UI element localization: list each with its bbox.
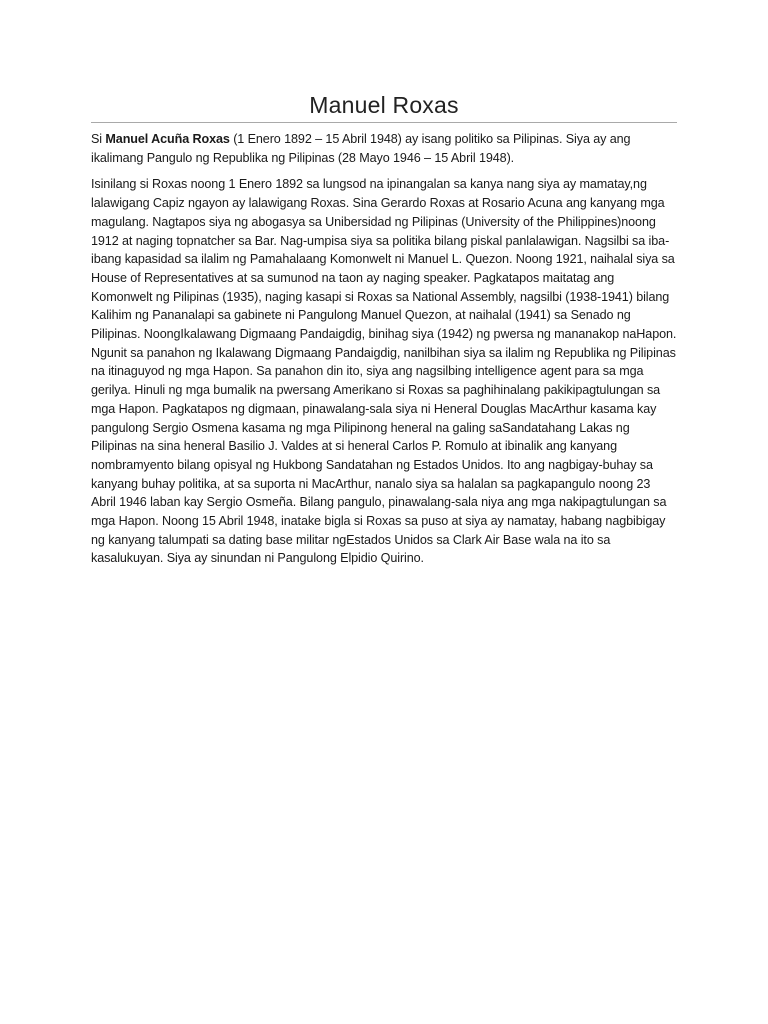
subject-name: Manuel Acuña Roxas — [105, 132, 230, 146]
title-divider — [91, 122, 677, 123]
intro-prefix: Si — [91, 132, 106, 146]
body-paragraph: Isinilang si Roxas noong 1 Enero 1892 sa lungsod na ipinangalan sa kanya nang siya ay mamatay,ng lalawigang Capiz ngayon ay lalawigang Roxas. Sina Gerardo Roxas at Rosario Acuna ang kanyang mga magulang. Nagtapos siya ng abogasya sa Unibersidad ng Pilipinas (University of the Philippines)noong 1912 at naging topnatcher sa Bar. Nag-umpisa siya sa politika bilang piskal panlalawigan. Nagsilbi sa iba-ibang kapasidad sa ilalim ng Pamahalaang Komonwelt ni Manuel L. Quezon. Noong 1921, naihalal siya sa House of Representatives at sa sumunod na taon ay naging speaker. Pagkatapos maitatag ang Komonwelt ng Pilipinas (1935), naging kasapi si Roxas sa National Assembly, nagsilbi (1938-1941) bilang Kalihim ng Pananalapi sa gabinete ni Pangulong Manuel Quezon, at naihalal (1941) sa Senado ng Pilipinas. NoongIkalawang Digmaang Pandaigdig, binihag siya (1942) ng pwersa ng mananakop naHapon. Ngunit sa panahon ng Ikalawang Digmaang Pandaigdig, nanilbihan siya sa ilalim ng Republika ng Pilipinas na itinaguyod ng mga Hapon. Sa panahon din ito, siya ang nagsilbing intelligence agent para sa mga gerilya. Hinuli ng mga bumalik na pwersang Amerikano si Roxas sa paghihinalang pakikipagtulungan sa mga Hapon. Pagkatapos ng digmaan, pinawalang-sala siya ni Heneral Douglas MacArthur kasama kay pangulong Sergio Osmena kasama ng mga Pilipinong heneral na galing saSandatahang Lakas ng Pilipinas na sina heneral Basilio J. Valdes at si heneral Carlos P. Romulo at ibinalik ang kanyang nombramyento bilang opisyal ng Hukbong Sandatahan ng Estados Unidos. Ito ang nagbigay-buhay sa kanyang buhay politika, at sa suporta ni MacArthur, nanalo siya sa halalan sa pagkapangulo noong 23 Abril 1946 laban kay Sergio Osmeña. Bilang pangulo, pinawalang-sala niya ang mga nakipagtulungan sa mga Hapon. Noong 15 Abril 1948, inatake bigla si Roxas sa puso at siya ay namatay, habang nagbibigay ng kanyang talumpati sa dating base militar ngEstados Unidos sa Clark Air Base wala na ito sa kasalukuyan. Siya ay sinundan ni Pangulong Elpidio Quirino. — [91, 177, 677, 566]
intro-paragraph — [91, 130, 677, 167]
article — [91, 92, 677, 576]
intro-text: (1 Enero 1892 – 15 Abril 1948) ay isang politiko sa Pilipinas. Siya ay ang ikalimang Pangulo ng Republika ng Pilipinas (28 Mayo 1946 – 15 Abril 1948). — [91, 132, 631, 165]
page-title: Manuel Roxas — [309, 92, 459, 118]
